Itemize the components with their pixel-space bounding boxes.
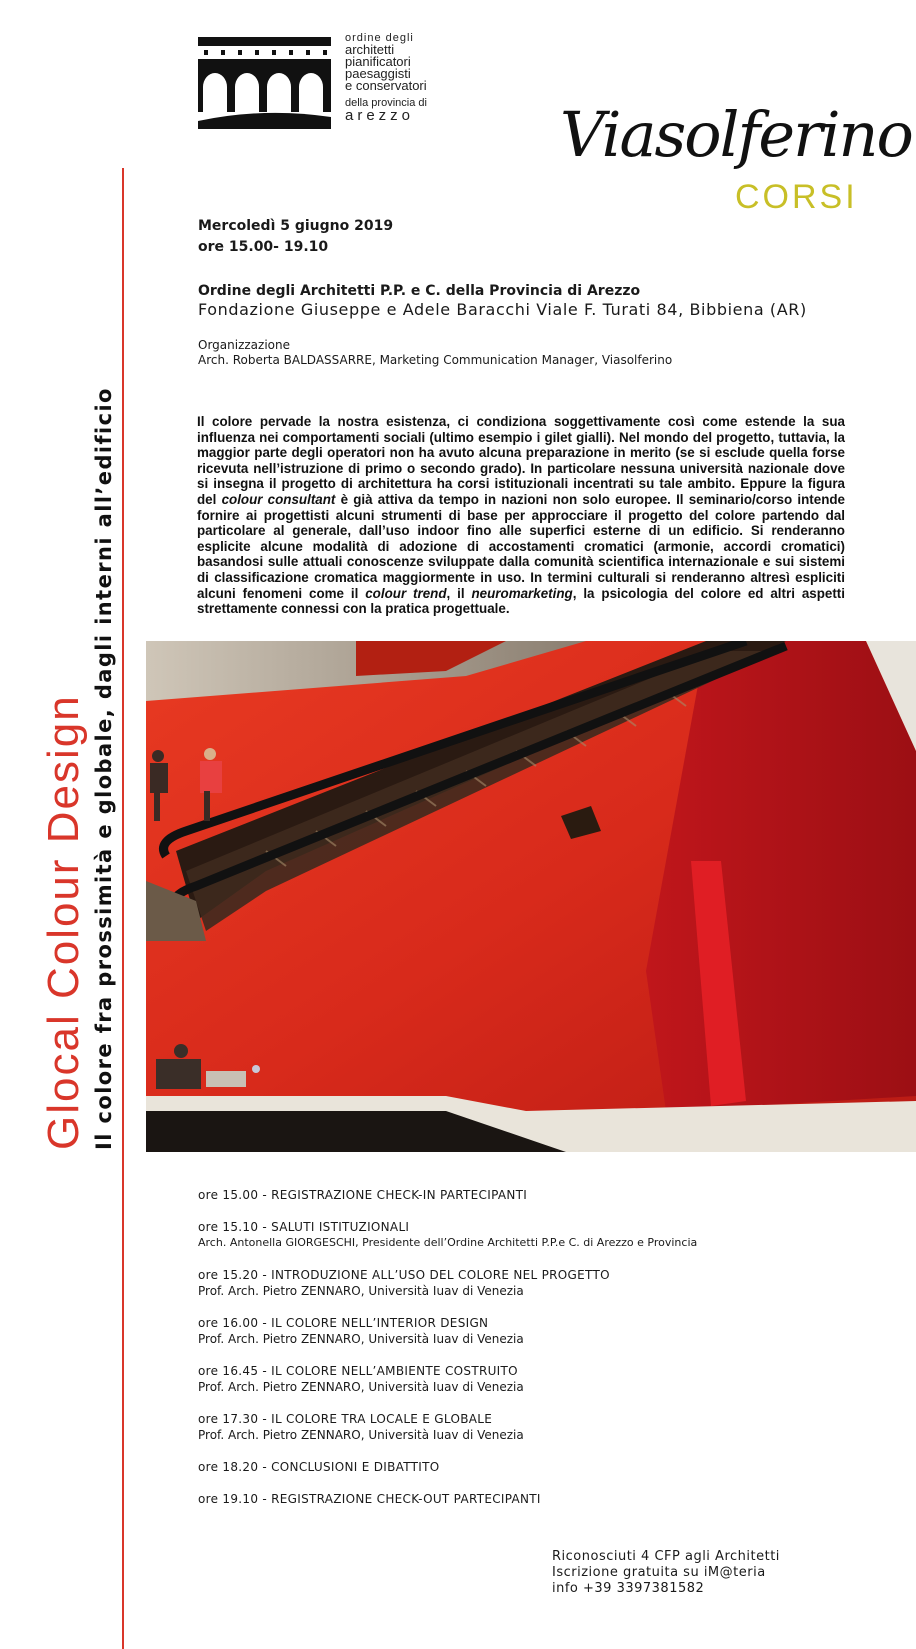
- venue-title: Ordine degli Architetti P.P. e C. della Provincia di Arezzo: [198, 283, 641, 299]
- schedule-item-title: ore 19.10 - REGISTRAZIONE CHECK-OUT PARTECIPANTI: [198, 1492, 541, 1506]
- schedule-item: [198, 1315, 838, 1347]
- description-paragraph: [197, 414, 845, 617]
- logo-line-1: ordine degli: [345, 32, 414, 44]
- organizer-name: Arch. Roberta BALDASSARRE, Marketing Communication Manager, Viasolferino: [198, 353, 673, 367]
- escalator-photo: [146, 641, 916, 1152]
- schedule-item-title: ore 18.20 - CONCLUSIONI E DIBATTITO: [198, 1460, 440, 1474]
- brand-name: Viasolferino: [560, 98, 912, 171]
- footer-registration: Iscrizione gratuita su iM@teria: [552, 1565, 766, 1580]
- schedule-item-speaker: Arch. Antonella GIORGESCHI, Presidente dell’Ordine Architetti P.P.e C. di Arezzo e Provincia: [198, 1236, 698, 1249]
- viasolferino-brand: [560, 98, 912, 218]
- event-subtitle: Il colore fra prossimità e globale, dagli interni all’edificio: [92, 387, 116, 1150]
- order-logo-text: [345, 33, 445, 122]
- description-emphasis-1: colour consultant: [221, 491, 336, 507]
- brand-sub: CORSI: [735, 178, 858, 216]
- schedule-item-title: ore 15.10 - SALUTI ISTITUZIONALI: [198, 1220, 410, 1234]
- footer-info: [552, 1549, 852, 1597]
- schedule-item: [198, 1363, 838, 1395]
- schedule-item: [198, 1267, 838, 1299]
- event-date: Mercoledì 5 giugno 2019: [198, 218, 394, 234]
- logo-line-2: architetti: [345, 42, 395, 57]
- schedule-item-speaker: Prof. Arch. Pietro ZENNARO, Università Iuav di Venezia: [198, 1332, 524, 1346]
- schedule-item-title: ore 17.30 - IL COLORE TRA LOCALE E GLOBALE: [198, 1412, 493, 1426]
- schedule-item-speaker: Prof. Arch. Pietro ZENNARO, Università Iuav di Venezia: [198, 1428, 524, 1442]
- vertical-title: [40, 387, 116, 1150]
- logo-line-5: e conservatori: [345, 78, 427, 93]
- logo-line-7: arezzo: [345, 107, 415, 124]
- schedule-item: [198, 1459, 838, 1475]
- schedule-item: [198, 1491, 838, 1507]
- footer-credits: Riconosciuti 4 CFP agli Architetti: [552, 1549, 780, 1564]
- schedule-item: [198, 1187, 838, 1203]
- description-part-4: , la psicologia del colore ed altri aspetti strettamente connessi con la pratica progettuale.: [197, 585, 845, 617]
- red-vertical-rule: [122, 168, 124, 1649]
- schedule: [198, 1187, 838, 1523]
- schedule-item: [198, 1411, 838, 1443]
- schedule-item: [198, 1219, 838, 1251]
- schedule-item-title: ore 16.45 - IL COLORE NELL’AMBIENTE COSTRUITO: [198, 1364, 518, 1378]
- schedule-item-speaker: Prof. Arch. Pietro ZENNARO, Università Iuav di Venezia: [198, 1284, 524, 1298]
- description-part-1: Il colore pervade la nostra esistenza, ci condiziona soggettivamente così come estende la sua influenza nei comportamenti sociali (ultimo esempio i gilet gialli). Nel mondo del progetto, tuttavia, la maggior parte degli operatori non ha avuto alcuna preparazione in merito (se si esclude quella forse ricevuta nell’istruzione di primo o secondo grado). In particolare nessuna università nazionale dove si insegna il progetto di architettura ha corsi istituzionali incentrati su tale ambito. Eppure la figura del: [197, 414, 845, 507]
- logo-line-6: della provincia di: [345, 97, 427, 109]
- description-emphasis-2: colour trend: [365, 585, 447, 601]
- description-part-3: , il: [446, 585, 472, 601]
- event-title: Glocal Colour Design: [39, 694, 88, 1150]
- footer-contact: info +39 3397381582: [552, 1581, 705, 1596]
- event-time: ore 15.00- 19.10: [198, 239, 329, 255]
- description-emphasis-3: neuromarketing: [471, 585, 573, 601]
- schedule-item-title: ore 15.00 - REGISTRAZIONE CHECK-IN PARTECIPANTI: [198, 1188, 528, 1202]
- description-part-2: è già attiva da tempo in nazioni non solo europee. Il seminario/corso intende fornire ai progettisti alcuni strumenti di base per approcciare il progetto del colore partendo dal particolare al generale, dall’uso indoor fino alle superfici esterne di un edificio. Si renderanno esplicite alcune modalità di adozione di accostamenti cromatici (armonie, accordi cromatici) basandosi sulle attuali conoscenze sviluppate dalla comunità scientifica internazionale e sui sistemi di classificazione cromatica maggiormente in uso. In termini culturali si renderanno altresì espliciti alcuni fenomeni come il: [197, 491, 845, 601]
- logo-line-3: pianificatori: [345, 54, 411, 69]
- logo-line-4: paesaggisti: [345, 66, 411, 81]
- venue-address: Fondazione Giuseppe e Adele Baracchi Viale F. Turati 84, Bibbiena (AR): [198, 300, 807, 319]
- order-logo-icon: [198, 37, 331, 129]
- schedule-item-title: ore 15.20 - INTRODUZIONE ALL’USO DEL COLORE NEL PROGETTO: [198, 1268, 610, 1282]
- organizer-label: Organizzazione: [198, 338, 290, 352]
- schedule-item-speaker: Prof. Arch. Pietro ZENNARO, Università Iuav di Venezia: [198, 1380, 524, 1394]
- event-info: [198, 216, 848, 368]
- schedule-item-title: ore 16.00 - IL COLORE NELL’INTERIOR DESIGN: [198, 1316, 489, 1330]
